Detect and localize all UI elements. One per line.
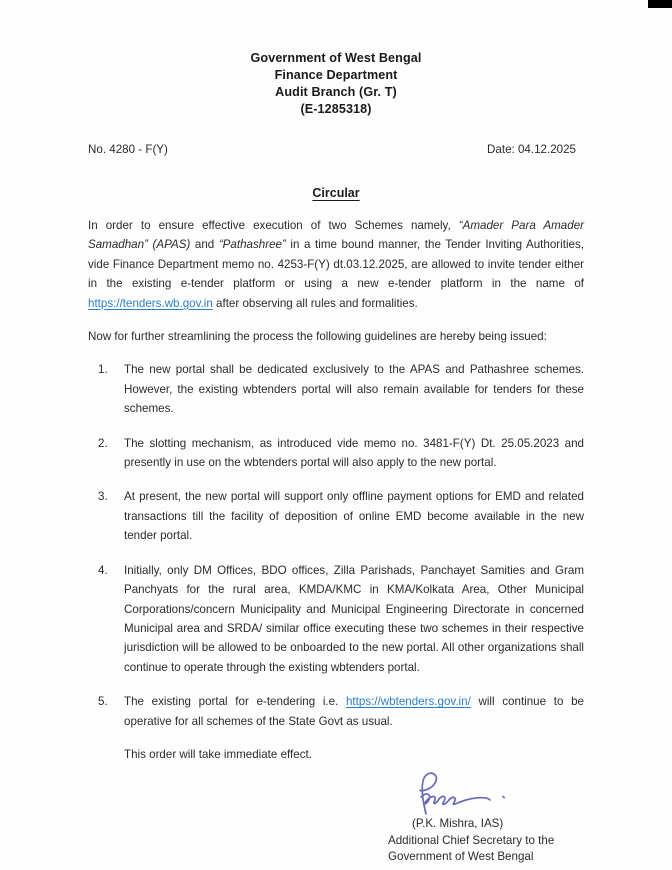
scheme-name-apas: “Amader Para Amader Samadhan” (APAS)	[88, 219, 585, 252]
signatory-name: (P.K. Mishra, IAS)	[412, 817, 504, 831]
guidelines-list	[88, 360, 584, 731]
signature-block	[88, 770, 584, 866]
guidelines-lead-in: Now for further streamlining the process the following guidelines are hereby being issued:	[88, 330, 547, 344]
scheme-name-pathashree: “Pathashree”	[218, 238, 286, 252]
closing-statement: This order will take immediate effect.	[124, 747, 312, 761]
guideline-item-1-text: The new portal shall be dedicated exclusively to the APAS and Pathashree schemes. However, the existing wbtenders portal will also remain available for tenders for these schemes.	[124, 363, 584, 416]
tenders-portal-link[interactable]: https://tenders.wb.gov.in	[88, 296, 213, 310]
guideline-item-2	[88, 434, 584, 473]
guideline-item-2-text: The slotting mechanism, as introduced vide memo no. 3481-F(Y) Dt. 25.05.2023 and presently in use on the wbtenders portal will also apply to the new portal.	[124, 436, 584, 470]
signatory-designation-line-1: Additional Chief Secretary to the	[388, 833, 555, 847]
intro-text-part-2: and	[190, 238, 219, 252]
guideline-item-3	[88, 487, 584, 545]
document-content	[88, 50, 584, 866]
letterhead-line-branch: Audit Branch (Gr. T)	[275, 85, 397, 99]
guideline-item-4	[88, 561, 584, 677]
intro-text-part-3: in a time bound manner, the Tender Inviting Authorities, vide Finance Department memo no. 4253-F(Y) dt.03.12.2025, are allowed to invite tender either in the existing e-tender platform or using a new e-tender platform in the name of	[88, 238, 584, 291]
guideline-item-5-prefix: The existing portal for e-tendering i.e.	[124, 695, 346, 709]
memo-number: No. 4280 - F(Y)	[88, 143, 168, 156]
scan-artifact-mark	[648, 0, 672, 8]
intro-text-part-4: after observing all rules and formalities.	[212, 296, 418, 310]
memo-date: Date: 04.12.2025	[487, 143, 576, 156]
memo-header-row	[88, 143, 584, 156]
letterhead-line-department: Finance Department	[274, 68, 398, 82]
guideline-item-5	[88, 692, 584, 731]
guideline-item-5-suffix: will continue to be operative for all schemes of the State Govt as usual.	[124, 695, 584, 728]
signatory-designation-line-2: Government of West Bengal	[388, 850, 534, 864]
wbtenders-portal-link[interactable]: https://wbtenders.gov.in/	[345, 695, 471, 709]
guideline-item-4-text: Initially, only DM Offices, BDO offices, Zilla Parishads, Panchayet Samities and Gram Panchyats for the rural area, KMDA/KMC in KMA/Kolkata Area, Other Municipal Corporations/concern Municipality and Municipal Engineering Directorate in concerned Municipal area and SRDA/ similar office executing these two schemes in their respective jurisdiction will be allowed to be onboarded to the new portal. All other organizations shall continue to operate through the existing wbtenders portal.	[124, 563, 584, 674]
letterhead-line-eref: (E-1285318)	[300, 102, 372, 116]
intro-paragraph	[88, 216, 584, 313]
handwritten-signature-icon	[408, 770, 584, 816]
guideline-item-1	[88, 360, 584, 418]
guideline-item-3-text: At present, the new portal will support only offline payment options for EMD and related transactions till the facility of deposition of online EMD become available in the new tender portal.	[124, 490, 584, 543]
intro-text-part-1: In order to ensure effective execution of two Schemes namely,	[88, 219, 459, 232]
letterhead	[88, 50, 584, 118]
page-title: Circular	[312, 186, 360, 200]
letterhead-line-government: Government of West Bengal	[250, 51, 422, 65]
